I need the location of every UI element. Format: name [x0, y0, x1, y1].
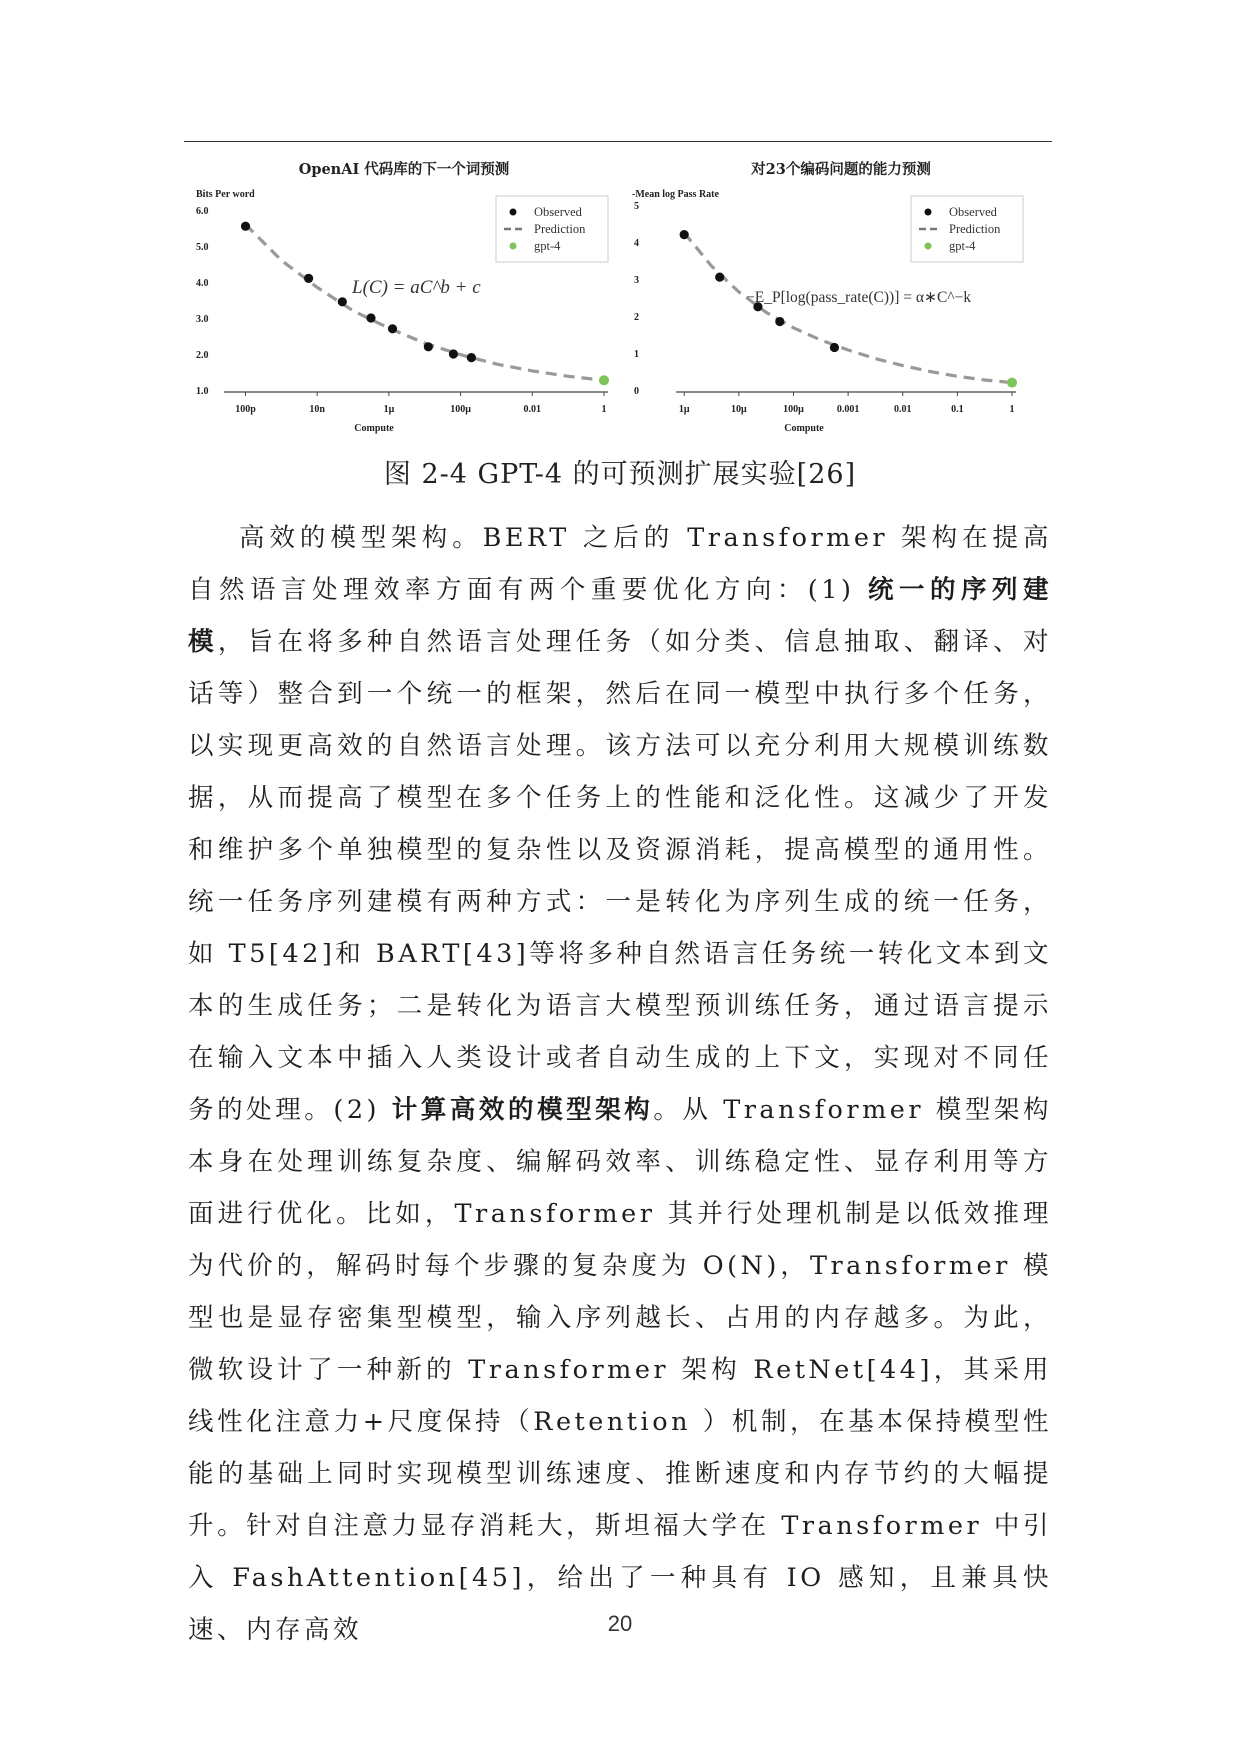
bold-term-efficient-arch: 计算高效的模型架构 [391, 1095, 654, 1125]
x-tick-label: 100μ [450, 404, 471, 415]
top-rule [184, 141, 1052, 142]
x-tick-label: 1μ [383, 404, 395, 415]
observed-point [338, 297, 347, 306]
body-paragraph [188, 512, 1052, 1656]
legend-gpt4-marker [510, 243, 517, 250]
gpt4-point [1007, 378, 1017, 388]
gpt4-point [599, 375, 609, 385]
legend-observed-marker [510, 209, 517, 216]
observed-point [680, 230, 689, 239]
formula-label: L(C) = aC^b + c [352, 277, 481, 298]
y-tick-label: 3 [634, 275, 639, 286]
x-tick-label: 0.001 [836, 404, 860, 415]
y-tick-label: 2 [634, 312, 639, 323]
y-tick-label: 6.0 [196, 206, 209, 217]
x-tick-label: 100μ [783, 404, 804, 415]
legend-prediction-label: Prediction [534, 222, 586, 236]
observed-point [830, 343, 839, 352]
y-tick-label: 4 [634, 238, 639, 249]
y-tick-label: 5.0 [196, 242, 209, 253]
x-tick-label: 100p [235, 404, 256, 415]
legend-observed-marker [925, 209, 932, 216]
x-tick-label: 1μ [678, 404, 690, 415]
x-axis-label: Compute [354, 423, 394, 434]
y-axis-label: -Mean log Pass Rate [632, 189, 719, 200]
figure-caption: 图 2-4 GPT-4 的可预测扩展实验[26] [383, 459, 857, 490]
formula-label: −E_P[log(pass_rate(C))] = α∗C^−k [746, 289, 972, 306]
observed-point [304, 274, 313, 283]
legend-observed-label: Observed [534, 205, 582, 219]
page-number: 20 [607, 1611, 633, 1636]
x-tick-label: 0.01 [523, 404, 542, 415]
body-segment-2: ，旨在将多种自然语言处理任务（如分类、信息抽取、翻译、对话等）整合到一个统一的框架，然后在同一模型中执行多个任务，以实现更高效的自然语言处理。该方法可以充分利用大规模训练数据，从而提高了模型在多个任务上的性能和泛化性。这减少了开发和维护多个单独模型的复杂性以及资源消耗，提高模型的通用性。统一任务序列建模有两种方式：一是转化为序列生成的统一任务，如 T5[42]和 BART[43]等将多种自然语言任务统一转化文本到文本的生成任务；二是转化为语言大模型预训练任务，通过语言提示在输入文本中插入人类设计或者自动生成的上下文，实现对不同任务的处理。(2) [188, 627, 1052, 1125]
observed-point [241, 222, 250, 231]
x-tick-label: 0.01 [893, 404, 912, 415]
x-tick-label: 10μ [730, 404, 747, 415]
x-tick-label: 10n [309, 404, 325, 415]
body-segment-1: 高效的模型架构。BERT 之后的 Transformer 架构在提高自然语言处理效率方面有两个重要优化方向：(1) [188, 523, 1052, 605]
legend-prediction-label: Prediction [949, 222, 1001, 236]
y-axis-label: Bits Per word [196, 189, 255, 200]
x-tick-label: 0.1 [951, 404, 964, 415]
legend-gpt4-label: gpt-4 [949, 239, 976, 253]
y-tick-label: 1 [634, 349, 639, 360]
y-tick-label: 3.0 [196, 314, 209, 325]
x-axis-label: Compute [784, 423, 824, 434]
observed-point [467, 353, 476, 362]
observed-point [775, 317, 784, 326]
observed-point [424, 342, 433, 351]
y-tick-label: 5 [634, 201, 639, 212]
y-tick-label: 4.0 [196, 278, 209, 289]
observed-point [715, 273, 724, 282]
y-tick-label: 1.0 [196, 386, 209, 397]
observed-point [449, 349, 458, 358]
legend-gpt4-marker [925, 243, 932, 250]
body-text [188, 512, 1052, 1656]
observed-point [366, 313, 375, 322]
x-tick-label: 1 [1009, 404, 1015, 415]
chart-code-next-word [184, 150, 614, 440]
legend-observed-label: Observed [949, 205, 997, 219]
chart-title: OpenAI 代码库的下一个词预测 [298, 161, 510, 178]
y-tick-label: 2.0 [196, 350, 209, 361]
body-segment-3: 。从 Transformer 模型架构本身在处理训练复杂度、编解码效率、训练稳定性、显存利用等方面进行优化。比如，Transformer 其并行处理机制是以低效推理为代价的，解码时每个步骤的复杂度为 O(N)，Transformer 模型也是显存密集型模型，输入序列越长、占用的内存越多。为此，微软设计了一种新的 Transformer 架构 RetNet[44]，其采用线性化注意力+尺度保持（Retention ）机制，在基本保持模型性能的基础上同时实现模型训练速度、推断速度和内存节约的大幅提升。针对自注意力显存消耗大，斯坦福大学在 Transformer 中引入 FashAttention[45]，给出了一种具有 IO 感知，且兼具快速、内存高效 [188, 1095, 1052, 1645]
chart-coding-ability [626, 150, 1056, 440]
y-tick-label: 0 [634, 386, 639, 397]
chart-title: 对23个编码问题的能力预测 [751, 161, 931, 178]
observed-point [388, 324, 397, 333]
bold-term-unified-seq: 统一的序列建模 [188, 575, 1052, 657]
x-tick-label: 1 [601, 404, 607, 415]
legend-gpt4-label: gpt-4 [534, 239, 561, 253]
